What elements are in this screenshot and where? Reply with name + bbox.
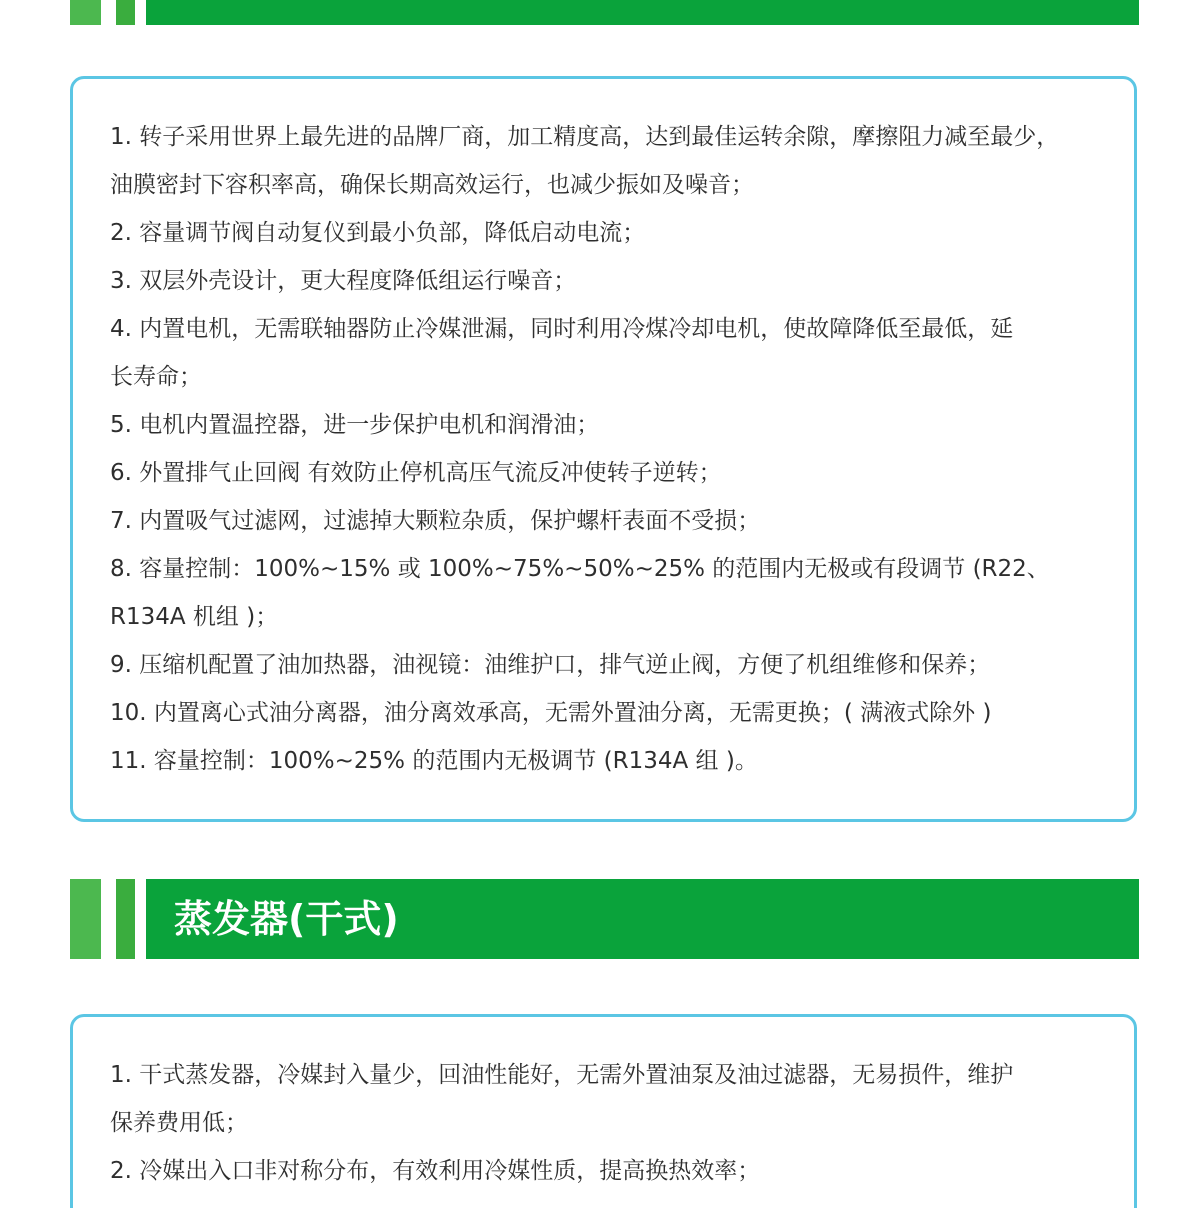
feature-line: 10. 内置离心式油分离器，油分离效承高，无需外置油分离，无需更换；( 满液式除外 ) bbox=[110, 700, 992, 726]
header-accent-block-right bbox=[116, 879, 135, 959]
feature-line: 7. 内置吸气过滤网，过滤掉大颗粒杂质，保护螺杆表面不受损； bbox=[110, 508, 761, 534]
features-box-evaporator bbox=[70, 1014, 1137, 1208]
feature-line: 1. 转子采用世界上最先进的品牌厂商，加工精度高，达到最佳运转余隙，摩擦阻力减至最少， bbox=[110, 124, 1060, 150]
feature-line: R134A 机组 )； bbox=[110, 604, 279, 630]
feature-line: 2. 容量调节阀自动复仪到最小负部，降低启动电流； bbox=[110, 220, 646, 246]
feature-list bbox=[110, 1051, 1114, 1195]
section-header-compressor bbox=[70, 0, 1139, 25]
feature-line: 长寿命； bbox=[110, 364, 202, 390]
features-box-compressor bbox=[70, 76, 1137, 822]
section-header-evaporator bbox=[70, 879, 1139, 959]
feature-line: 11. 容量控制：100%~25% 的范围内无极调节 (R134A 组 )。 bbox=[110, 748, 758, 774]
feature-line: 1. 干式蒸发器，冷媒封入量少，回油性能好，无需外置油泵及油过滤器，无易损件，维护 bbox=[110, 1062, 1014, 1088]
feature-line: 4. 内置电机，无需联轴器防止冷媒泄漏，同时利用冷煤冷却电机，使故障降低至最低，延 bbox=[110, 316, 1014, 342]
feature-line: 8. 容量控制：100%~15% 或 100%~75%~50%~25% 的范围内无极或有段调节 (R22、 bbox=[110, 556, 1050, 582]
feature-line: 6. 外置排气止回阀 有效防止停机高压气流反冲使转子逆转； bbox=[110, 460, 722, 486]
feature-line: 油膜密封下容积率高，确保长期高效运行，也减少振如及噪音； bbox=[110, 172, 754, 198]
section-title-bar bbox=[146, 0, 1139, 25]
feature-line: 5. 电机内置温控器，进一步保护电机和润滑油； bbox=[110, 412, 600, 438]
section-title-bar bbox=[146, 879, 1139, 959]
feature-line: 9. 压缩机配置了油加热器，油视镜：油维护口，排气逆止阀，方便了机组维修和保养； bbox=[110, 652, 991, 678]
feature-line: 2. 冷媒出入口非对称分布，有效利用冷媒性质，提高换热效率； bbox=[110, 1158, 761, 1184]
section-title: 蒸发器(干式) bbox=[174, 897, 399, 941]
header-accent-block-left bbox=[70, 0, 101, 25]
feature-list bbox=[110, 113, 1114, 785]
header-accent-block-right bbox=[116, 0, 135, 25]
feature-line: 3. 双层外壳设计，更大程度降低组运行噪音； bbox=[110, 268, 577, 294]
feature-line: 保养费用低； bbox=[110, 1110, 248, 1136]
header-accent-block-left bbox=[70, 879, 101, 959]
